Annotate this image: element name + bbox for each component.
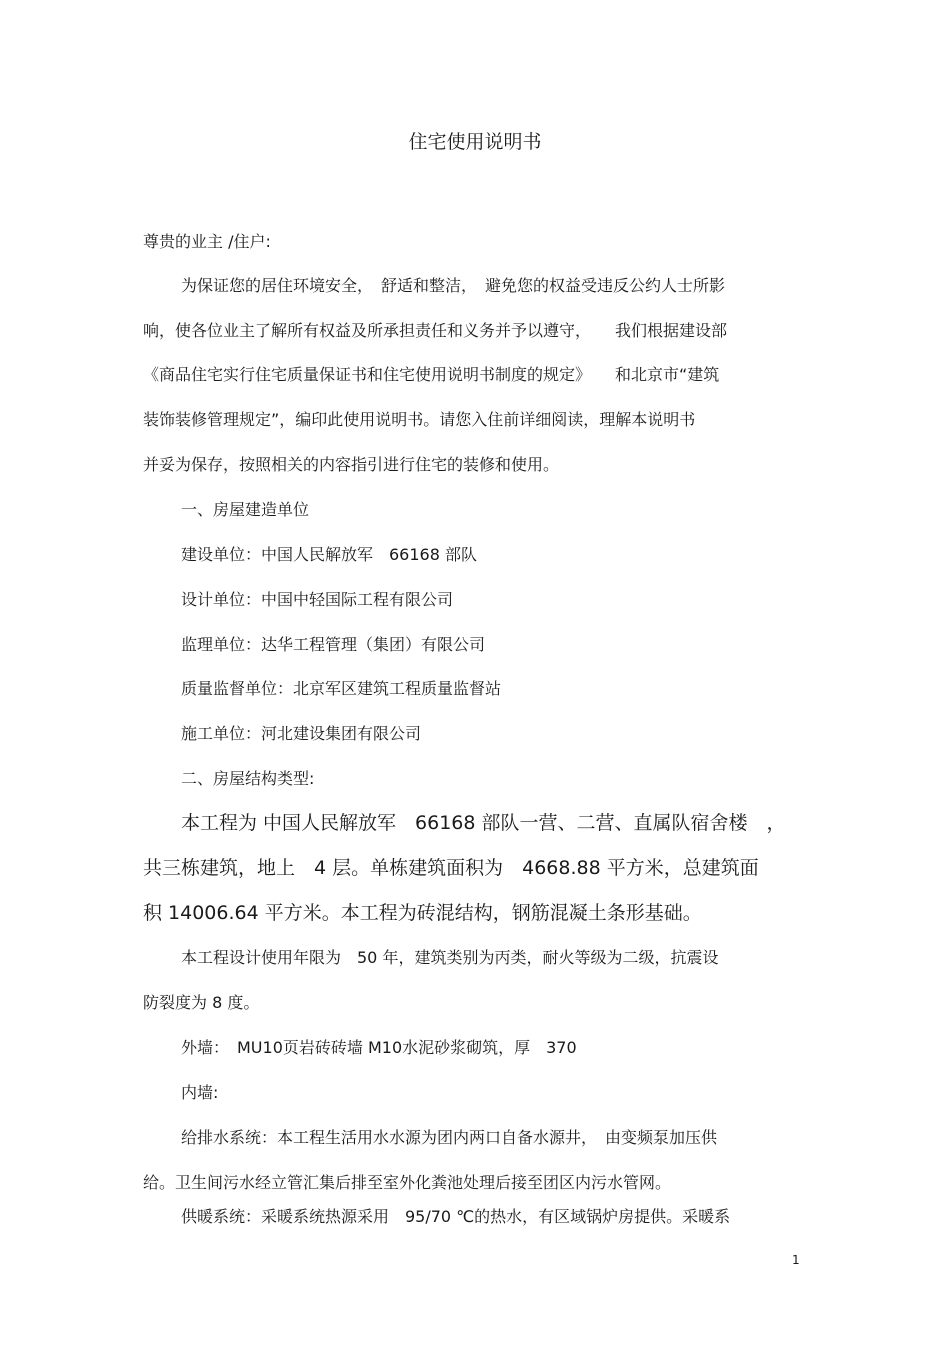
builder-item: 质量监督单位：北京军区建筑工程质量监督站: [181, 679, 502, 698]
intro-line: 为保证您的居住环境安全， 舒适和整洁， 避免您的权益受违反公约人士所影: [181, 276, 726, 295]
builder-item: 建设单位：中国人民解放军 66168 部队: [181, 545, 477, 564]
document-title: 住宅使用说明书: [408, 131, 542, 153]
water-line: 给排水系统：本工程生活用水水源为团内两口自备水源井， 由变频泵加压供: [181, 1128, 718, 1147]
intro-line: 装饰装修管理规定”，编印此使用说明书。请您入住前详细阅读，理解本说明书: [143, 410, 696, 429]
design-line: 本工程设计使用年限为 50 年，建筑类别为丙类，耐火等级为二级，抗震设: [181, 948, 719, 967]
builder-item: 施工单位：河北建设集团有限公司: [181, 724, 422, 743]
intro-line: 《商品住宅实行住宅质量保证书和住宅使用说明书制度的规定》 和北京市“建筑: [143, 365, 720, 384]
design-line: 防裂度为 8 度。: [143, 993, 260, 1012]
outer-wall: 外墙： MU10页岩砖砖墙 M10水泥砂浆砌筑，厚 370: [181, 1038, 577, 1057]
intro-line: 响，使各位业主了解所有权益及所承担责任和义务并予以遵守， 我们根据建设部: [143, 321, 728, 340]
section-heading: 一、房屋建造单位: [181, 500, 310, 519]
structure-line: 积 14006.64 平方米。本工程为砖混结构，钢筋混凝土条形基础。: [143, 902, 702, 924]
builder-item: 监理单位：达华工程管理（集团）有限公司: [181, 635, 486, 654]
structure-line: 共三栋建筑，地上 4 层。单栋建筑面积为 4668.88 平方米，总建筑面: [143, 857, 759, 879]
builder-item: 设计单位：中国中轻国际工程有限公司: [181, 590, 454, 609]
section-heading: 二、房屋结构类型:: [181, 769, 315, 788]
heating-line: 供暖系统：采暖系统热源采用 95/70 ℃的热水，有区域锅炉房提供。采暖系: [181, 1207, 731, 1226]
water-line: 给。卫生间污水经立管汇集后排至室外化粪池处理后接至团区内污水管网。: [143, 1173, 672, 1192]
greeting: 尊贵的业主 /住户:: [143, 232, 271, 251]
intro-line: 并妥为保存，按照相关的内容指引进行住宅的装修和使用。: [143, 455, 560, 474]
inner-wall: 内墙:: [181, 1083, 219, 1102]
page-number: 1: [792, 1253, 800, 1267]
structure-line: 本工程为 中国人民解放军 66168 部队一营、二营、直属队宿舍楼 ，: [181, 812, 786, 834]
